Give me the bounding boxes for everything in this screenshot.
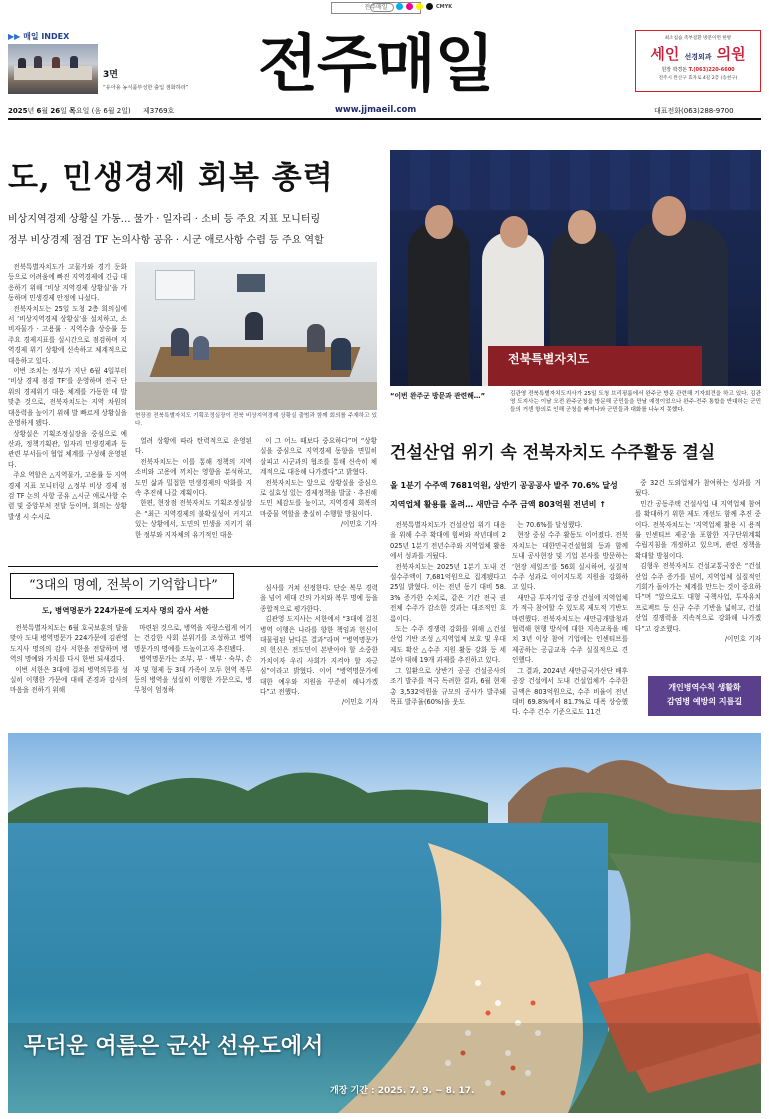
construction-col1-p4: 그 일환으로 상반기 공공 건설공사의 조기 발주를 적극 독려한 결과, 6월 현재 총 3,532억원을 규모의 공사가 발주돼 목표 발주율(60%)을 웃도 — [390, 666, 506, 706]
construction-col1-p2: 전북자치도는 2025년 1분기 도내 건설수주액이 7,681억원으로 집계됐다고 25일 밝혔다. 이는 전년 동기 대비 58.3% 증가한 수치로, 같은 기간 전국 권 전체 수주가 감소한 것과는 대조적인 흐름이다. — [390, 562, 506, 623]
construction-col3-p2: 민간 공동주택 건설사업 내 지역업체 참여를 확대하기 위한 제도 개선도 함께 추진 중이다. 전북자치도는 ‘지역업체 활용 시 용적률 인센티브 제공’을 포함한 지구단위계획 수립지침을 개정하고 있으며, 관련 정책을 확대할 방침이다. — [635, 499, 761, 560]
health-ad-line1: 개인병역수칙 생활화 — [668, 683, 741, 692]
date-year: 2025 — [8, 107, 28, 115]
yellow-dot-icon — [416, 3, 423, 10]
honor-col1-p2: 이번 서한은 3대에 걸쳐 병역의무를 성실히 이행한 가문에 대해 존경과 감사의 마음을 전하기 위해 — [10, 665, 128, 695]
lead-sub2: 정부 비상경제 점검 TF 논의사항 공유 · 시군 애로사항 수렴 등 주요 역할 — [8, 235, 324, 246]
honor-headline: “3대의 명예, 전북이 기억합니다” — [10, 573, 234, 599]
construction-sub1: 올 1분기 수주액 7681억원, 상반기 공공공사 발주 70.6% 달성 — [390, 481, 618, 490]
construction-col1-p1: 전북특별자치도가 건설산업 위기 대응을 위해 수주 확대에 힘써와 작년대비 2025년 1분기 전년수주와 지역업체 활용에서 성과를 거뒀다. — [390, 521, 506, 561]
black-dot-icon — [426, 3, 433, 10]
ad-brand — [636, 43, 760, 64]
beach-period: 개장 기간 : 2025. 7. 9. ~ 8. 17. — [330, 1086, 475, 1096]
ad-brand-c: 의원 — [716, 45, 746, 63]
edition-box: 전주매일 — [331, 2, 421, 14]
honor-col3-p2: 김관영 도지사는 서한에서 “3대에 걸친 병역 이행은 나라를 향한 책임과 헌신이 대물림된 남다른 결과”라며 “병역명문가의 헌신은 전도민이 본받아야 할 소중한 가치이자 우리 사회가 지켜야 할 자긍심”이라고 밝혔다. 이어 “병역명문가에 대한 예우와 지원을 꾸준히 해나가겠다”고 전했다. — [260, 615, 378, 697]
magenta-dot-icon — [406, 3, 413, 10]
registration-mark-icon — [370, 3, 394, 12]
index-label: 매일 INDEX — [23, 32, 70, 41]
press-caption-title: “이번 완주군 방문과 관련해…” — [390, 392, 486, 400]
lead-col3-p2: 전북자치도는 앞으로 상황실을 중심으로 실효성 있는 경제정책을 발굴 · 추진해 도민 체감도를 높이고, 지역경제 회복의 마중물 역할을 충실히 수행할 방침이다. — [260, 478, 377, 518]
construction-col1-p3: 도는 수주 경쟁력 강화를 위해 △건설산업 기반 조성 △지역업체 보호 및 우대제도 확산 △수주 지원 활동 강화 등 세 분야 대해 19개 과제를 추진하고 있다. — [390, 625, 506, 665]
lead-col1-p2: 전북자치도는 25일 도청 2층 회의실에서 ‘비상지역경제 상황실’을 설치하고, 소비자물가 · 고용률 · 지역수출 상승률 등 주요 경제지표를 실시간으로 점검하며 지역경제 위기 상황에 신속하고 체계적으로 대응하고 있다. — [8, 304, 127, 365]
lead-col1-p4: 상황실은 기획조정실장을 중심으로 예산과, 정책기획관, 일자리 민생경제과 등 관련 부서들이 협업 체계를 구성해 운영된다. — [8, 429, 127, 469]
construction-col3 — [635, 478, 761, 700]
website-link[interactable]: www.jjmaeil.com — [335, 105, 417, 115]
lead-col2-p1: 열려 상황에 따라 탄력적으로 운영된다. — [135, 437, 252, 456]
ad-brand-b: 선경외과 — [684, 53, 712, 61]
index-thumbnail[interactable] — [8, 44, 98, 94]
date-day: 26 — [50, 107, 61, 115]
date-dow: 목 — [69, 107, 76, 115]
index-page: 3면 — [103, 70, 118, 80]
construction-col2-p4: 그 결과, 2024년 새만금국가산단 배후공장 건설에서 도내 건설업체가 수주한 금액은 803억원으로, 수주 비율이 전년 대비 69.8%에서 81.7%로 대폭 상승했다. 수주 건수 기준으로도 11건 — [512, 666, 628, 717]
health-ad-line2: 감염병 예방의 지름길 — [666, 697, 743, 706]
construction-col3-p1: 중 32건 도외업체가 참여하는 성과를 거뒀다. — [635, 479, 761, 498]
ad-contact — [636, 66, 760, 73]
ad-tel: T.(063)220-6600 — [688, 67, 735, 73]
ad-address: 전주시 완산구 효자로 4길 2층 (송천구) — [658, 76, 738, 81]
meeting-photo[interactable] — [135, 262, 377, 410]
date-line — [8, 106, 174, 116]
lead-col2-p3: 한편, 현장점 전북자치도 기획조정실장은 “최근 지역경제의 불확실성이 커지고 있는 상황에서, 도민의 민생을 지키기 위한 정부와 지자체의 유기적인 대응 — [135, 499, 252, 539]
lead-headline: 도, 민생경제 회복 총력 — [8, 160, 334, 196]
honor-col2-p2: 병역명문가는 조부, 부 · 백부 · 숙부, 손자 및 형제 등 3대 가족이 모두 현역 복무 등의 병역을 성실히 이행한 가문으로, 병무청이 엄정하 — [134, 655, 252, 695]
date-m: 월 — [41, 107, 49, 115]
lead-col1 — [8, 262, 127, 562]
date-month: 6 — [36, 107, 42, 115]
index-title — [8, 31, 69, 42]
lead-sub1: 비상지역경제 상황실 가동… 물가 · 일자리 · 소비 등 주요 지표 모니터링 — [8, 214, 321, 225]
construction-col3-p3: 김형우 전북자치도 건설교통국장은 “건설산업 수주 증가를 넘어, 지역업체 실질적인 기회가 돌아가는 체계를 만드는 것이 중요하다”며 “앞으로도 대형 국책사업, 투자유치 프로젝트 등 신규 수주 기반을 넓히고, 건설산업 경쟁력을 지속적으로 강화해 나가겠다”고 강조했다. — [635, 562, 761, 633]
beach-photo[interactable] — [8, 733, 761, 1113]
cyan-dot-icon — [396, 3, 403, 10]
phone: 대표전화(063)288-9700 — [654, 107, 734, 115]
honor-col1-p1: 전북특별자치도는 6월 호국보훈의 달을 맞아 도내 병역명문가 224가문에 김관영 도지사 명의의 감사 서한을 전달하며 병역의 명예와 가치를 다시 한번 되새겼다. — [10, 624, 128, 664]
ad-brand-a: 세인 — [650, 45, 680, 63]
masthead-rule — [8, 118, 761, 120]
lead-col2-p2: 전북자치도는 이를 통해 정책의 지역 소비와 고용에 끼치는 영향을 분석하고, 도민 삶과 밀접한 민생경제의 악화를 지속 추진해 나갈 계획이다. — [135, 457, 252, 498]
beach-headline: 무더운 여름은 군산 선유도에서 — [24, 1034, 324, 1059]
construction-col2-p1: 는 70.6%를 달성했다. — [517, 521, 583, 529]
honor-col2-p1: 마련된 것으로, 병역을 자랑스럽게 여기는 건강한 사회 분위기를 조성하고 병역명문가의 명예를 드높이고자 추진됐다. — [134, 624, 252, 653]
cmyk-label: CMYK — [436, 3, 453, 10]
lead-col3 — [260, 436, 377, 556]
masthead: 전주매일 — [258, 27, 494, 100]
lead-col1-p3: 이번 조치는 정부가 지난 6월 4일부터 ‘비상 경제 점검 TF’를 운영하며 전국 단위의 경제위기 대응 체계를 가동한 데 발맞춘 것으로, 전북자치도는 지역 차원의 대응력을 높이기 위해 발 빠르게 상황실을 운영하게 됐다. — [8, 367, 127, 428]
construction-byline: /이민호 기자 — [724, 635, 761, 644]
construction-col2-p3: 새만금 투자기업 공장 건설에 지역업체가 적극 참여할 수 있도록 제도적 기반도 마련했다. 전북자치도는 새만금개발청과 협력해 현행 방식에 대한 지속교육을 배치 3년 이상 참여 기업에는 인센티브를 제공하는 공급교육 수주 실질적으로 견인했다. — [512, 593, 628, 665]
honor-col1 — [10, 623, 128, 721]
date-lunar: (음 6월 2일) — [91, 107, 131, 115]
health-ad[interactable] — [648, 676, 761, 716]
issue-number: 제3769호 — [142, 107, 175, 115]
construction-col2-p2: 현장 중심 수주 활동도 이어졌다. 전북자치도는 대한민국건설협회 등과 함께 도내 공사현장 및 기업 본사를 방문하는 ‘현장 세일즈’를 56회 실시하여, 실질적 수주 성과로 이어지도록 지원을 강화하고 있다. — [512, 531, 628, 592]
press-photo[interactable] — [390, 150, 761, 386]
honor-col3 — [260, 583, 378, 721]
date-d: 일 — [60, 107, 67, 115]
construction-col2 — [512, 520, 628, 720]
play-arrows-icon: ▶▶ — [8, 32, 24, 41]
cmyk-marks — [396, 3, 452, 10]
honor-col2 — [134, 623, 252, 721]
honor-story — [8, 566, 378, 720]
honor-byline: /이민호 기자 — [341, 698, 378, 707]
construction-col1 — [390, 520, 506, 720]
ad-small: 최소침습 족부질환 방문이면 한방 — [664, 36, 732, 41]
lead-col1-p5: 주요 역할은 △지역물가, 고용률 등 지역경제 지표 모니터링 △정부 비상 경제 점검 TF 논의 사항 공유 △시군 애로사항 수렴 및 중앙부처 전달 등이며, 회의는 상황 발생 시 수시로 — [8, 471, 127, 521]
construction-sub2: 지역업체 활용률 올려… 새만금 수주 금액 803억원 전년비 ↑ — [390, 500, 606, 509]
press-caption-body: 김관영 전북특별자치도지사가 25일 도청 브리핑룸에서 완주군 방문 관련해 기자회견을 하고 있다. 김관영 도지사는 이날 오전 완주군청을 방문해 군민들을 만날 예정이었으나 완주-전주 통합을 반대하는 군민들의 거센 항의로 인해 군청을 빠져나와 군민들과 대화를 나누지 못했다. — [510, 391, 761, 413]
lead-col3-p1: 이 그 어느 때보다 중요하다”며 “상황실을 중심으로 지역경제 동향을 면밀히 살피고 시군과의 협조를 통해 신속히 체계적으로 대응해 나가겠다”고 밝혔다. — [260, 437, 377, 477]
date-y: 년 — [27, 107, 35, 115]
meeting-photo-caption: 현장점 전북특별자치도 기획조정실장이 전북 비상지역경제 상황실 출범과 함께 회의를 주재하고 있다. — [135, 413, 377, 427]
construction-headline: 건설산업 위기 속 전북자치도 수주활동 결실 — [390, 443, 716, 463]
top-ad[interactable] — [635, 30, 761, 92]
honor-col3-p1: 심사를 거쳐 선정한다. 단순 복무 경력을 넘어 세대 간의 가치와 복무 명예 등을 종합적으로 평가한다. — [260, 584, 378, 613]
lead-col1-p1: 전북특별자치도가 고물가와 경기 둔화 등으로 어려움에 빠진 지역경제에 긴급 대응하기 위해 ‘비상 지역경제 상황실’을 가동하며 민생경제 안정에 나섰다. — [8, 263, 127, 303]
podium-sign: 전북특별자치도 — [508, 352, 590, 366]
lead-byline: /이민호 기자 — [340, 520, 377, 529]
date-dow-suffix: 요일 — [75, 107, 90, 115]
ad-person: 원장 곽경돈 — [661, 67, 688, 73]
honor-sub: 도, 병역명문가 224가문에 도지사 명의 감사 서한 — [42, 606, 209, 615]
lead-col2 — [135, 436, 252, 556]
index-caption: “유아용 농식품부성한 출입 점화하라” — [103, 85, 189, 91]
